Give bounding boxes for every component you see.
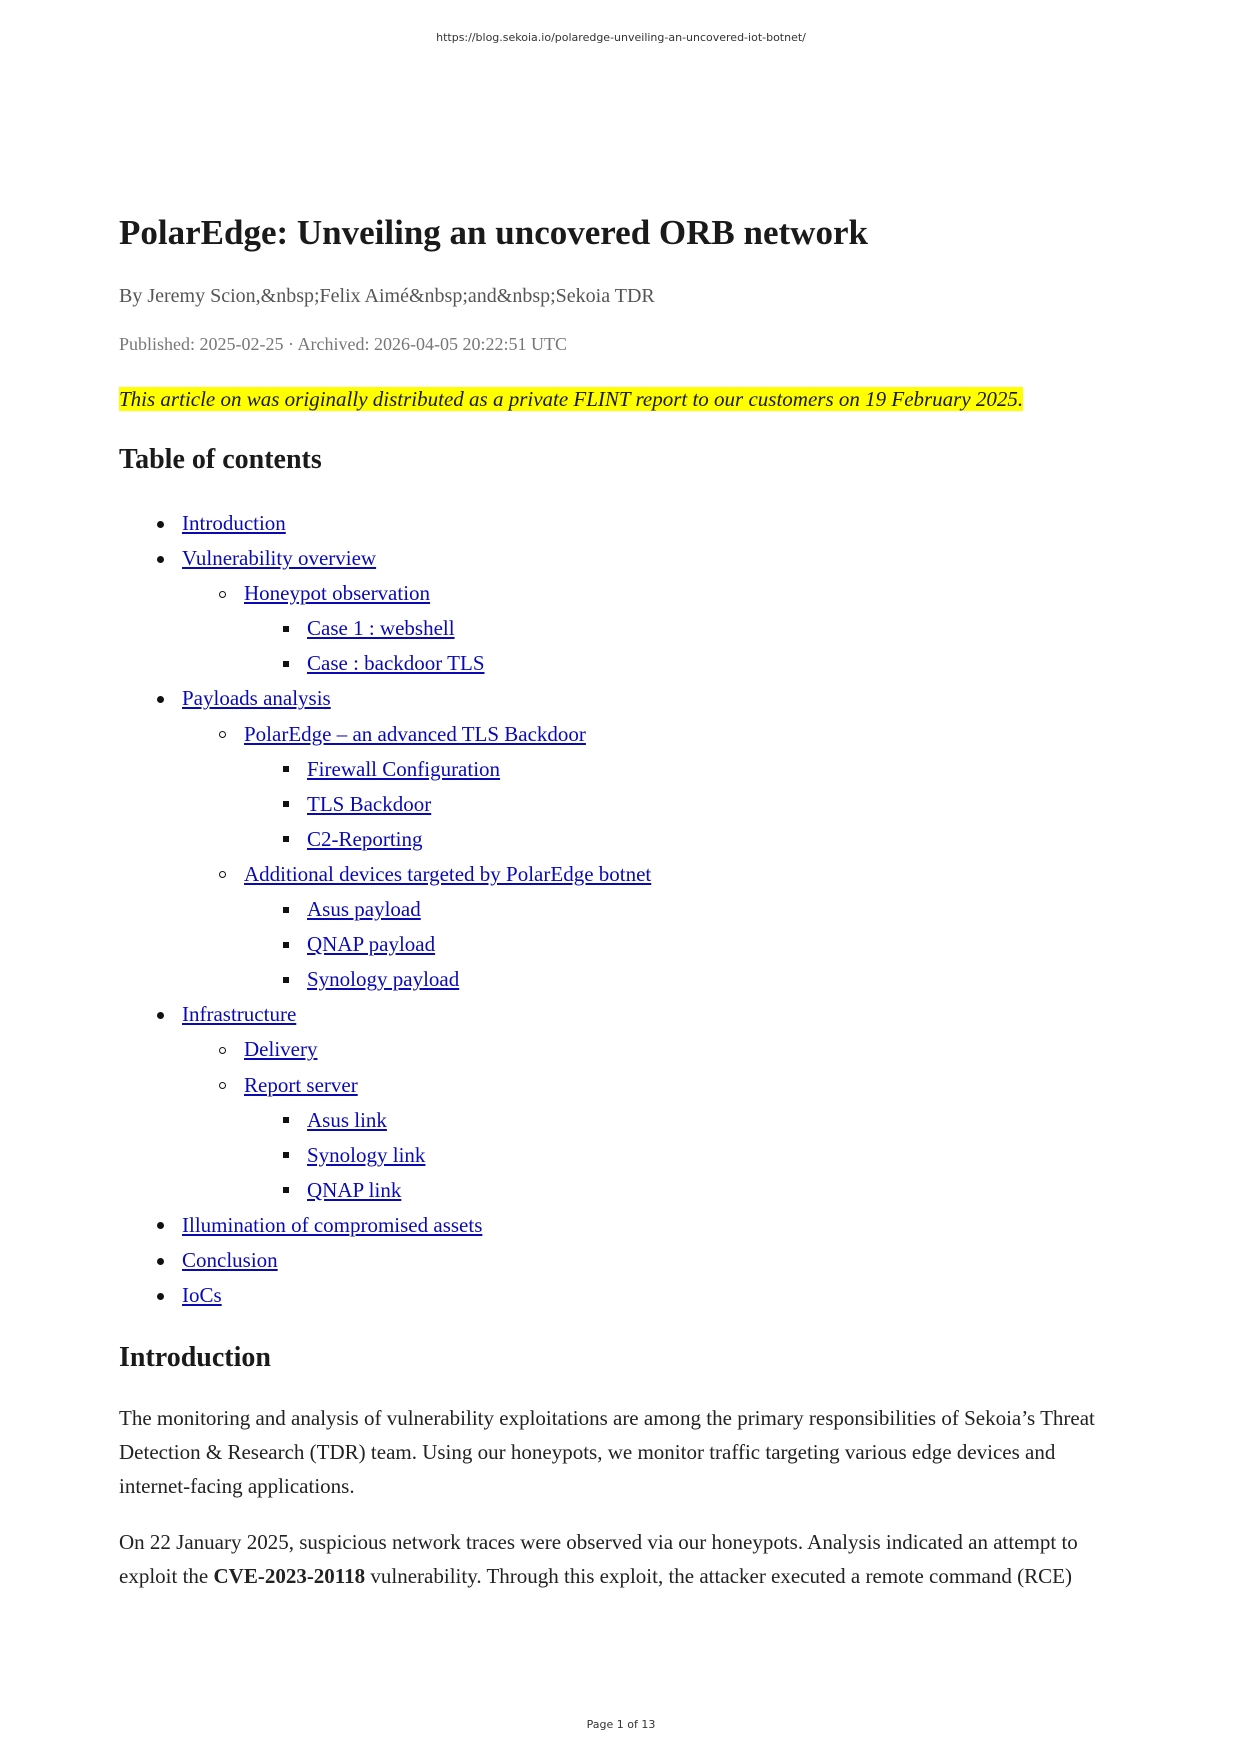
author-byline: By Jeremy Scion,&nbsp;Felix Aimé&nbsp;and&nbsp;Sekoia TDR — [119, 285, 655, 307]
toc-link[interactable]: Illumination of compromised assets — [182, 1212, 483, 1237]
toc-link[interactable]: IoCs — [182, 1283, 222, 1308]
toc-link[interactable]: PolarEdge – an advanced TLS Backdoor — [244, 721, 586, 746]
toc-item — [119, 927, 1129, 962]
cve-identifier: CVE-2023-20118 — [213, 1564, 366, 1589]
toc-item — [119, 962, 1129, 997]
toc-link[interactable]: Additional devices targeted by PolarEdge botnet — [244, 861, 652, 886]
toc-heading: Table of contents — [119, 444, 322, 475]
square-bullet-icon — [283, 766, 289, 772]
toc-link[interactable]: Asus link — [307, 1107, 387, 1132]
toc-item — [119, 1032, 1129, 1067]
toc-link[interactable]: QNAP payload — [307, 932, 436, 957]
toc-item — [119, 1173, 1129, 1208]
toc-item — [119, 681, 1129, 716]
square-bullet-icon — [283, 1152, 289, 1158]
toc-link[interactable]: Firewall Configuration — [307, 756, 501, 781]
toc-item — [119, 752, 1129, 787]
toc-link[interactable]: Synology payload — [307, 967, 460, 992]
square-bullet-icon — [283, 661, 289, 667]
toc-link[interactable]: Introduction — [182, 511, 286, 535]
square-bullet-icon — [283, 942, 289, 948]
disc-bullet-icon — [157, 1012, 164, 1019]
toc-item — [119, 1278, 1129, 1313]
disc-bullet-icon — [157, 521, 164, 528]
distribution-notice — [119, 385, 1129, 413]
toc-item — [119, 1103, 1129, 1138]
square-bullet-icon — [283, 977, 289, 983]
toc-item — [119, 1068, 1129, 1103]
toc-item — [119, 997, 1129, 1032]
circle-bullet-icon — [219, 871, 226, 878]
article — [119, 210, 1129, 1593]
toc-item — [119, 1208, 1129, 1243]
table-of-contents — [119, 506, 1129, 1313]
square-bullet-icon — [283, 626, 289, 632]
toc-item — [119, 787, 1129, 822]
toc-item — [119, 541, 1129, 576]
toc-item — [119, 506, 1129, 541]
toc-link[interactable]: Asus payload — [307, 897, 421, 922]
introduction-paragraph-1: The monitoring and analysis of vulnerability exploitations are among the primary responsibilities of Sekoia’s Threat Detection & Research (TDR) team. Using our honeypots, we monitor traffic targeting various edge devices and internet-facing applications. — [119, 1406, 1095, 1499]
article-title: PolarEdge: Unveiling an uncovered ORB network — [119, 213, 868, 252]
toc-link[interactable]: Case 1 : webshell — [307, 616, 455, 641]
toc-item — [119, 1243, 1129, 1278]
circle-bullet-icon — [219, 591, 226, 598]
toc-item — [119, 576, 1129, 611]
paragraph-text: On 22 January 2025, suspicious network traces were observed via our honeypots. Analysis indicated an attempt to exploit the — [119, 1530, 1078, 1589]
toc-link[interactable]: C2-Reporting — [307, 826, 423, 851]
toc-link[interactable]: Delivery — [244, 1037, 318, 1062]
toc-link[interactable]: QNAP link — [307, 1177, 402, 1202]
toc-link[interactable]: Honeypot observation — [244, 581, 431, 606]
page-number: Page 1 of 13 — [586, 1718, 656, 1731]
circle-bullet-icon — [219, 1047, 226, 1054]
square-bullet-icon — [283, 907, 289, 913]
disc-bullet-icon — [157, 1293, 164, 1300]
toc-link[interactable]: Infrastructure — [182, 1002, 297, 1027]
toc-item — [119, 646, 1129, 681]
disc-bullet-icon — [157, 556, 164, 563]
toc-item — [119, 892, 1129, 927]
square-bullet-icon — [283, 801, 289, 807]
toc-link[interactable]: Synology link — [307, 1142, 426, 1167]
circle-bullet-icon — [219, 1082, 226, 1089]
square-bullet-icon — [283, 836, 289, 842]
toc-item — [119, 1138, 1129, 1173]
publication-dates: Published: 2025-02-25 · Archived: 2026-04-05 20:22:51 UTC — [119, 334, 567, 354]
disc-bullet-icon — [157, 696, 164, 703]
toc-link[interactable]: Payloads analysis — [182, 686, 331, 711]
circle-bullet-icon — [219, 731, 226, 738]
disc-bullet-icon — [157, 1258, 164, 1265]
toc-item — [119, 717, 1129, 752]
square-bullet-icon — [283, 1187, 289, 1193]
introduction-heading: Introduction — [119, 1342, 271, 1374]
introduction-paragraph-2 — [119, 1525, 1129, 1593]
toc-link[interactable]: TLS Backdoor — [307, 791, 432, 816]
highlighted-notice-text: This article on was originally distributed as a private FLINT report to our customers on 19 February 2025. — [119, 387, 1024, 411]
square-bullet-icon — [283, 1117, 289, 1123]
toc-link[interactable]: Case : backdoor TLS — [307, 651, 485, 676]
toc-item — [119, 822, 1129, 857]
page-url: https://blog.sekoia.io/polaredge-unveiling-an-uncovered-iot-botnet/ — [436, 31, 806, 44]
disc-bullet-icon — [157, 1222, 164, 1229]
toc-link[interactable]: Report server — [244, 1072, 358, 1097]
toc-link[interactable]: Conclusion — [182, 1247, 278, 1272]
toc-item — [119, 857, 1129, 892]
toc-item — [119, 611, 1129, 646]
paragraph-text: vulnerability. Through this exploit, the attacker executed a remote command (RCE) — [365, 1564, 1072, 1589]
toc-link[interactable]: Vulnerability overview — [182, 546, 377, 571]
